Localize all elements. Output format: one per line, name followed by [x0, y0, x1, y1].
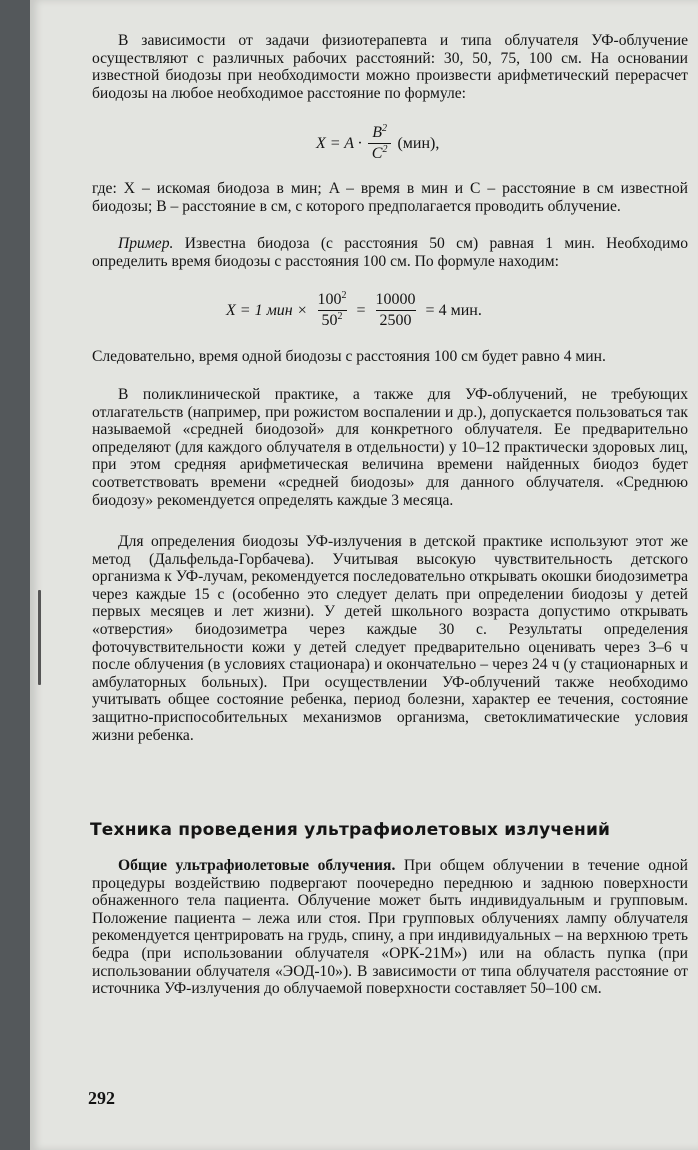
binding-shadow: [38, 590, 41, 685]
intro-paragraph: [92, 32, 688, 102]
clinic-text: В поликлинической практике, а также для УФ-облучений, не требующих отлагательств (например, при рожистом воспалении и др.), допускается пользоваться так называемой «средней биодозой» для конкретного облучателя. Ее предварительно определяют (для каждого облучателя в отдельности) у 10–12 практически здоровых лиц, при этом средняя арифметическая величина времени найденных биодоз будет соответствовать времени «средней биодозы» для данного облучателя. «Среднюю биодозу» рекомендуется определять каждые 3 месяца.: [92, 386, 688, 509]
formula2-equals: =: [356, 301, 366, 319]
where-text: где: X – искомая биодоза в мин; A – время в мин и C – расстояние в см известной биодозы; B – расстояние в см, с которого предполагается проводить облучение.: [92, 180, 688, 215]
formula1-numerator: $B^2$: [372, 123, 387, 141]
section-heading: Техника проведения ультрафиолетовых излучений: [90, 820, 611, 840]
page-number: 292: [88, 1088, 115, 1108]
book-page: [30, 0, 698, 1150]
formula2-fraction1: [314, 291, 351, 330]
clinic-paragraph: [92, 386, 688, 509]
example-label: Пример.: [118, 235, 174, 252]
formula2-result: = 4 мин.: [425, 301, 482, 319]
formula2-den1: $50^2$: [318, 310, 347, 330]
example-text: Известна биодоза (с расстояния 50 см) равная 1 мин. Необходимо определить время биодозы с расстояния 100 см. По формуле находим:: [92, 235, 688, 270]
formula1-lhs: X = A ·: [316, 134, 362, 152]
formula2-num1: $100^2$: [317, 290, 347, 308]
intro-text: В зависимости от задачи физиотерапевта и типа облучателя УФ-облучение осуществляют с различных рабочих расстояний: 30, 50, 75, 100 см. На основании известной биодозы при необходимости можно произвести арифметический перерасчет биодозы на любое необходимое расстояние по формуле:: [92, 32, 688, 102]
formula-example: [226, 291, 482, 330]
formula1-denominator: $C^2$: [368, 143, 392, 163]
formula2-den2: 2500: [376, 310, 416, 330]
conclusion-paragraph: [92, 348, 688, 366]
formula2-num2: 10000: [375, 291, 416, 308]
formula2-fraction2: [372, 291, 420, 330]
formula1-fraction: [368, 124, 392, 163]
general-text: При общем облучении в течение одной процедуры воздействию подвергают поочередно переднюю и заднюю поверхности обнаженного тела пациента. Облучение может быть индивидуальным и групповым. Положение пациента – лежа или стоя. При групповых облучениях лампу облучателя рекомендуется центрировать на грудь, спину, а при индивидуальных – на верхнюю треть бедра (при использовании облучателя «ОРК-21М») или на область пупка (при использовании облучателя «ЭОД-10»). В зависимости от типа облучателя расстояние от источника УФ-излучения до облучаемой поверхности составляет 50–100 см.: [92, 857, 688, 998]
children-text: Для определения биодозы УФ-излучения в детской практике используют этот же метод (Дальфельда-Горбачева). Учитывая высокую чувствительность детского организма к УФ-лучам, рекомендуется последовательно открывать окошки биодозиметра через каждые 15 с (особенно это следует делать при определении биодозы у детей первых месяцев и лет жизни). У детей школьного возраста допустимо открывать «отверстия» биодозиметра через каждые 30 с. Результаты определения фоточувствительности кожи у детей следует предварительно оценивать через 3–6 ч после облучения (в условиях стационара) и окончательно – через 24 ч (у стационарных и амбулаторных больных). При осуществлении УФ-облучений также необходимо учитывать общее состояние ребенка, период болезни, характер ее течения, состояние защитно-приспособительных механизмов организма, светоклиматические условия жизни ребенка.: [92, 533, 688, 744]
conclusion-text: Следовательно, время одной биодозы с расстояния 100 см будет равно 4 мин.: [92, 348, 606, 365]
formula-biodose: [316, 124, 439, 163]
general-paragraph: [92, 857, 688, 998]
formula2-lhs: X = 1 мин ×: [226, 301, 308, 319]
children-paragraph: [92, 533, 688, 744]
example-paragraph: [92, 235, 688, 270]
general-label: Общие ультрафиолетовые облучения.: [118, 857, 396, 874]
where-paragraph: [92, 180, 688, 215]
formula1-unit: (мин),: [397, 134, 440, 152]
